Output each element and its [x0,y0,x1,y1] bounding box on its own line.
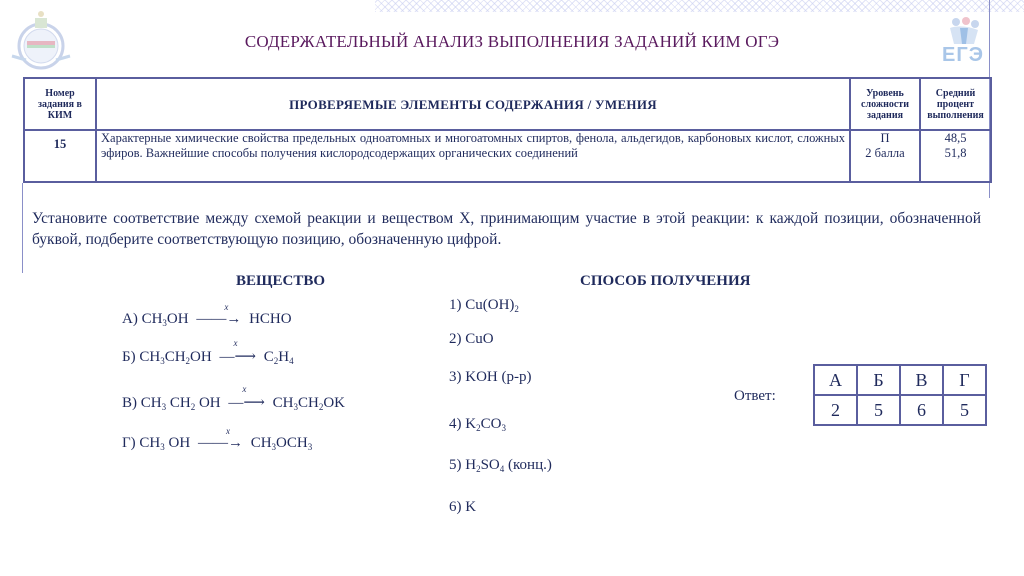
subscript: 3 [160,442,165,452]
answer-value: 5 [943,395,986,425]
content-description: Характерные химические свойства предельных одноатомных и многоатомных спиртов, фенола, альдегидов, карбоновых кислот, сложных эфиров. Важнейшие способы получения кислородсодержащих органических соединений [96,130,850,182]
subscript: 3 [160,356,165,366]
subscript: 2 [190,402,196,412]
average-percent [920,130,991,182]
method-option-6 [449,499,476,516]
method-option-4 [449,416,506,433]
reactant: OH [190,349,212,365]
product: HCHO [249,311,292,327]
answer-values-row [814,395,986,425]
method-option-5 [449,457,552,474]
subscript: 4 [499,464,505,474]
reactant: CH [140,395,162,411]
reaction-a [122,302,292,328]
difficulty-level-points: 2 балла [865,146,905,160]
option-formula: K [465,416,477,432]
subscript: 3 [293,402,298,412]
arrow-label: x [233,338,238,348]
option-formula: Cu(OH) [465,297,515,313]
reactant: CH [139,349,161,365]
method-option-3 [449,369,531,386]
subscript: 2 [318,402,324,412]
product: CH [250,435,272,451]
answer-value: 5 [857,395,900,425]
reactant: CH [139,435,161,451]
option-formula: CO [480,416,502,432]
difficulty-level [850,130,920,182]
option-number: 5) [449,457,462,473]
option-formula: CuO [465,331,494,347]
arrow-label: x [242,384,247,394]
table-row [24,130,991,182]
task-instructions: Установите соответствие между схемой реакции и веществом X, принимающим участие в этой реакции: к каждой позиции, обозначенной буквой, подберите соответствующую позицию, обозначенную цифрой. [32,210,981,248]
reaction-label: Г) [122,435,136,451]
reactant: CH [164,349,186,365]
header-average-percent: Средний процент выполнения [920,78,991,130]
reaction-arrow-icon: —— x → [196,302,242,327]
arrow-label: x [225,426,230,436]
reactant: CH [141,311,163,327]
reaction-v [122,384,345,412]
task-number: 15 [24,130,96,182]
subscript: 3 [271,442,277,452]
reactant: OH [164,435,191,451]
reaction-b [122,338,294,366]
subscript: 3 [162,318,167,328]
method-option-2 [449,331,494,348]
product: CH [272,395,294,411]
difficulty-level-code: П [880,131,890,145]
subscript: 2 [476,464,481,474]
table-header-row [24,78,991,130]
answer-letter: Г [943,365,986,395]
answer-value: 6 [900,395,943,425]
answer-label: Ответ: [734,388,776,404]
subscript: 3 [307,442,313,452]
ege-logo-text: ЕГЭ [942,44,984,66]
answer-letter: А [814,365,857,395]
reactant: OH [166,311,189,327]
option-number: 4) [449,416,462,432]
subscript: 3 [501,423,506,433]
reaction-arrow-icon: — x ⟶ [219,338,256,365]
option-formula: K [465,499,477,515]
option-formula: (конц.) [504,457,552,473]
header-content-elements: ПРОВЕРЯЕМЫЕ ЭЛЕМЕНТЫ СОДЕРЖАНИЯ / УМЕНИЯ [96,78,850,130]
reactant: CH [166,395,191,411]
answer-letters-row [814,365,986,395]
answer-table [813,364,987,426]
average-percent-1: 48,5 [944,131,967,145]
header-difficulty-level: Уровень сложности задания [850,78,920,130]
reaction-label: В) [122,395,137,411]
content-elements-table [23,77,992,183]
option-number: 3) [449,369,462,385]
page-title: СОДЕРЖАТЕЛЬНЫЙ АНАЛИЗ ВЫПОЛНЕНИЯ ЗАДАНИЙ КИМ ОГЭ [244,32,780,51]
reaction-arrow-icon: — x ⟶ [228,384,265,411]
subscript: 4 [289,356,294,366]
decorative-pattern-strip [375,0,1024,12]
product: CH [297,395,319,411]
answer-letter: Б [857,365,900,395]
substance-heading: ВЕЩЕСТВО [236,273,325,289]
option-number: 2) [449,331,462,347]
product: OCH [276,435,308,451]
reaction-label: А) [122,311,138,327]
average-percent-2: 51,8 [944,146,967,160]
option-formula: KOH (р-р) [465,369,532,385]
header-task-number: Номер задания в КИМ [24,78,96,130]
method-heading: СПОСОБ ПОЛУЧЕНИЯ [580,273,751,289]
option-formula: SO [480,457,500,473]
arrow-label: x [224,302,229,312]
option-formula: H [465,457,477,473]
subscript: 2 [273,356,279,366]
subscript: 2 [185,356,191,366]
product: H [278,349,290,365]
subscript: 3 [161,402,167,412]
product: OK [323,395,345,411]
method-option-1 [449,297,519,314]
reaction-label: Б) [122,349,136,365]
reaction-g [122,426,313,452]
option-number: 1) [449,297,462,313]
answer-letter: В [900,365,943,395]
product: C [263,349,274,365]
frame-line-left [22,183,23,273]
reactant: OH [195,395,221,411]
subscript: 2 [476,423,481,433]
answer-value: 2 [814,395,857,425]
option-number: 6) [449,499,462,515]
subscript: 2 [514,304,519,314]
reaction-arrow-icon: —— x → [197,426,243,451]
